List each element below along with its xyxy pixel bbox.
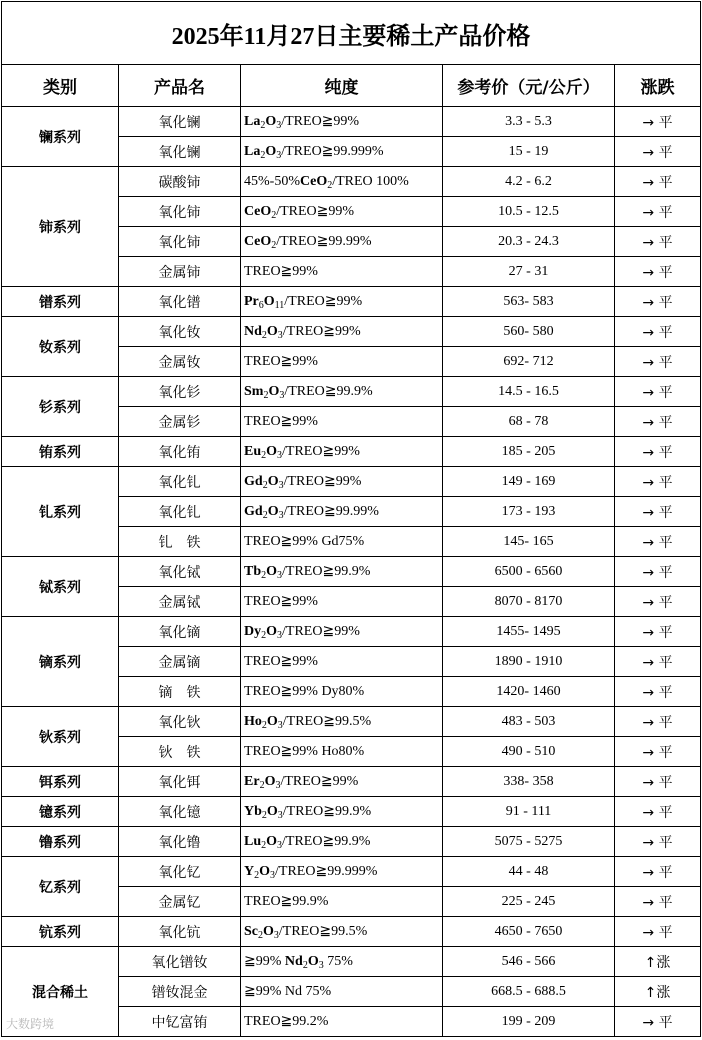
product-name-cell: 氧化铈 [119, 227, 241, 257]
product-name-cell: 氧化镝 [119, 617, 241, 647]
purity-cell [241, 257, 443, 287]
purity-cell [241, 1007, 443, 1037]
purity-text: Y [244, 864, 255, 879]
purity-cell [241, 677, 443, 707]
purity-subscript: 3 [276, 150, 282, 161]
purity-text: O [266, 324, 278, 339]
product-name-cell: 镨钕混金 [119, 977, 241, 1007]
product-name-cell: 氧化钐 [119, 377, 241, 407]
category-cell: 铽系列 [2, 557, 119, 617]
change-cell: → 平 [615, 917, 701, 947]
purity-cell [241, 857, 443, 887]
purity-cell [241, 137, 443, 167]
table-row [2, 467, 701, 497]
price-cell: 338- 358 [443, 767, 615, 797]
purity-text: /TREO≧99% [283, 474, 362, 489]
price-cell: 149 - 169 [443, 467, 615, 497]
category-cell: 铒系列 [2, 767, 119, 797]
purity-text: Yb [244, 804, 262, 819]
category-cell: 镝系列 [2, 617, 119, 707]
change-cell: → 平 [615, 107, 701, 137]
price-cell: 91 - 111 [443, 797, 615, 827]
purity-subscript: 2 [327, 179, 333, 191]
category-cell: 钕系列 [2, 317, 119, 377]
product-name-cell: 镝 铁 [119, 677, 241, 707]
product-name-cell: 氧化钇 [119, 857, 241, 887]
header-reference-price: 参考价（元/公斤） [443, 65, 615, 107]
table-row [2, 377, 701, 407]
purity-text: O [267, 474, 279, 489]
purity-text: O [263, 294, 275, 309]
category-cell: 镨系列 [2, 287, 119, 317]
purity-cell [241, 887, 443, 917]
change-cell: → 平 [615, 587, 701, 617]
purity-text: /TREO≧99.999% [281, 144, 384, 159]
price-cell: 10.5 - 12.5 [443, 197, 615, 227]
price-cell: 3.3 - 5.3 [443, 107, 615, 137]
purity-subscript: 2 [302, 960, 308, 971]
purity-subscript: 3 [277, 810, 283, 821]
price-cell: 27 - 31 [443, 257, 615, 287]
category-cell: 镧系列 [2, 107, 119, 167]
purity-text: /TREO≧99.5% [282, 714, 372, 729]
purity-cell [241, 947, 443, 977]
purity-cell [241, 527, 443, 557]
purity-text: O [265, 114, 277, 129]
purity-text: 45%-50% [244, 173, 300, 189]
purity-text: /TREO≧99.9% [284, 384, 373, 399]
product-name-cell: 氧化铒 [119, 767, 241, 797]
purity-text: CeO [244, 204, 272, 219]
purity-text: O [263, 924, 274, 939]
change-cell: → 平 [615, 227, 701, 257]
purity-subscript: 2 [271, 240, 277, 251]
price-cell: 4650 - 7650 [443, 917, 615, 947]
purity-text: TREO≧99% [244, 264, 318, 279]
change-cell: → 平 [615, 617, 701, 647]
header-product-name: 产品名 [119, 65, 241, 107]
price-cell: 8070 - 8170 [443, 587, 615, 617]
table-row [2, 707, 701, 737]
change-cell: → 平 [615, 287, 701, 317]
purity-cell [241, 917, 443, 947]
change-cell: → 平 [615, 347, 701, 377]
purity-subscript: 2 [261, 570, 267, 581]
purity-cell [241, 437, 443, 467]
purity-subscript: 2 [258, 930, 263, 941]
purity-text: CeO [300, 173, 328, 189]
purity-text: /TREO 100% [332, 173, 409, 189]
price-cell: 15 - 19 [443, 137, 615, 167]
purity-text: /TREO≧99% [281, 114, 360, 129]
purity-text: /TREO≧99% [282, 624, 360, 639]
change-cell: → 平 [615, 167, 701, 197]
purity-text: Pr [244, 294, 259, 309]
purity-text: O [267, 504, 279, 519]
purity-cell [241, 167, 443, 197]
purity-cell [241, 617, 443, 647]
change-cell: ↑涨 [615, 977, 701, 1007]
purity-subscript: 3 [273, 930, 279, 941]
change-cell: → 平 [615, 437, 701, 467]
change-cell: → 平 [615, 827, 701, 857]
purity-cell [241, 797, 443, 827]
product-name-cell: 氧化钆 [119, 467, 241, 497]
purity-subscript: 2 [254, 870, 260, 881]
purity-subscript: 3 [318, 960, 324, 971]
purity-subscript: 11 [274, 300, 285, 311]
purity-subscript: 2 [260, 120, 266, 131]
purity-text: TREO≧99% Dy80% [244, 684, 365, 699]
price-cell: 692- 712 [443, 347, 615, 377]
table-row [2, 857, 701, 887]
purity-text: TREO≧99.9% [244, 894, 329, 909]
price-cell: 1890 - 1910 [443, 647, 615, 677]
product-name-cell: 氧化钕 [119, 317, 241, 347]
category-cell: 混合稀土 [2, 947, 119, 1037]
purity-text: /TREO≧99% [280, 774, 359, 789]
change-cell: → 平 [615, 887, 701, 917]
product-name-cell: 金属镝 [119, 647, 241, 677]
purity-text: O [259, 864, 271, 879]
purity-subscript: 3 [278, 510, 284, 521]
purity-text: /TREO≧99% [276, 204, 355, 219]
purity-text: /TREO≧99% [282, 444, 360, 459]
change-cell: → 平 [615, 857, 701, 887]
change-cell: → 平 [615, 317, 701, 347]
category-cell: 铈系列 [2, 167, 119, 287]
purity-subscript: 3 [277, 630, 283, 641]
watermark-logo: 大数跨境 [6, 1017, 55, 1031]
purity-subscript: 2 [261, 810, 267, 821]
purity-text: O [268, 384, 280, 399]
purity-text: Dy [244, 624, 262, 639]
purity-text: Gd [244, 504, 263, 519]
purity-cell [241, 467, 443, 497]
purity-text: O [266, 834, 278, 849]
price-cell: 483 - 503 [443, 707, 615, 737]
purity-subscript: 2 [261, 720, 267, 731]
price-cell: 20.3 - 24.3 [443, 227, 615, 257]
table-row [2, 827, 701, 857]
purity-subscript: 6 [258, 300, 264, 311]
purity-subscript: 2 [262, 510, 268, 521]
product-name-cell: 氧化镧 [119, 137, 241, 167]
product-name-cell: 氧化镨 [119, 287, 241, 317]
purity-text: CeO [244, 234, 272, 249]
purity-text: O [266, 804, 278, 819]
price-cell: 668.5 - 688.5 [443, 977, 615, 1007]
purity-subscript: 3 [277, 840, 283, 851]
purity-text: Sm [244, 384, 264, 399]
purity-text: O [307, 954, 319, 969]
product-name-cell: 金属钕 [119, 347, 241, 377]
purity-cell [241, 827, 443, 857]
purity-cell [241, 407, 443, 437]
change-cell: → 平 [615, 137, 701, 167]
change-cell: → 平 [615, 257, 701, 287]
table-row [2, 917, 701, 947]
price-cell: 68 - 78 [443, 407, 615, 437]
purity-text: /TREO≧99.999% [275, 864, 378, 879]
purity-text: /TREO≧99% [284, 294, 363, 309]
change-cell: → 平 [615, 677, 701, 707]
price-cell: 185 - 205 [443, 437, 615, 467]
purity-text: TREO≧99% [244, 414, 318, 429]
purity-text: O [266, 624, 278, 639]
purity-cell [241, 557, 443, 587]
change-cell: → 平 [615, 497, 701, 527]
purity-text: Er [244, 774, 260, 789]
change-cell: → 平 [615, 377, 701, 407]
change-cell: → 平 [615, 1007, 701, 1037]
purity-subscript: 3 [275, 780, 281, 791]
purity-text: /TREO≧99.5% [278, 924, 368, 939]
purity-text: La [244, 114, 261, 129]
purity-text: Gd [244, 474, 263, 489]
purity-text: Lu [244, 834, 262, 849]
page-title: 2025年11月27日主要稀土产品价格 [2, 2, 701, 65]
purity-subscript: 3 [277, 720, 283, 731]
category-cell: 钐系列 [2, 377, 119, 437]
purity-text: O [266, 564, 278, 579]
product-name-cell: 氧化铈 [119, 197, 241, 227]
price-cell: 173 - 193 [443, 497, 615, 527]
header-purity: 纯度 [241, 65, 443, 107]
table-row [2, 797, 701, 827]
table-row [2, 617, 701, 647]
purity-cell [241, 227, 443, 257]
purity-cell [241, 707, 443, 737]
category-cell: 铕系列 [2, 437, 119, 467]
product-name-cell: 金属铽 [119, 587, 241, 617]
purity-text: La [244, 144, 261, 159]
purity-text: O [266, 714, 278, 729]
purity-text: /TREO≧99.99% [276, 234, 372, 249]
purity-text: O [265, 144, 277, 159]
product-name-cell: 中钇富铕 [119, 1007, 241, 1037]
product-name-cell: 钆 铁 [119, 527, 241, 557]
category-cell: 钇系列 [2, 857, 119, 917]
purity-text: /TREO≧99.9% [282, 834, 371, 849]
purity-text: TREO≧99% Gd75% [244, 534, 365, 549]
purity-subscript: 3 [278, 480, 284, 491]
purity-text: Tb [244, 564, 262, 579]
purity-cell [241, 347, 443, 377]
price-cell: 5075 - 5275 [443, 827, 615, 857]
product-name-cell: 氧化铽 [119, 557, 241, 587]
purity-text: O [264, 774, 276, 789]
purity-subscript: 3 [270, 870, 276, 881]
change-cell: ↑涨 [615, 947, 701, 977]
table-row [2, 557, 701, 587]
price-cell: 4.2 - 6.2 [443, 167, 615, 197]
purity-subscript: 2 [261, 330, 267, 341]
change-cell: → 平 [615, 797, 701, 827]
table-row [2, 437, 701, 467]
purity-subscript: 2 [263, 390, 269, 401]
purity-text: TREO≧99% [244, 594, 318, 609]
purity-text: ≧99% Nd 75% [244, 984, 332, 999]
purity-text: /TREO≧99.9% [282, 804, 372, 819]
header-change: 涨跌 [615, 65, 701, 107]
price-cell: 560- 580 [443, 317, 615, 347]
product-name-cell: 钬 铁 [119, 737, 241, 767]
table-row [2, 317, 701, 347]
category-cell: 钪系列 [2, 917, 119, 947]
table-row [2, 107, 701, 137]
product-name-cell: 碳酸铈 [119, 167, 241, 197]
purity-subscript: 3 [279, 390, 285, 401]
table-row [2, 287, 701, 317]
purity-cell [241, 587, 443, 617]
purity-cell [241, 497, 443, 527]
product-name-cell: 金属钇 [119, 887, 241, 917]
header-category: 类别 [2, 65, 119, 107]
purity-text: Eu [244, 444, 262, 459]
price-cell: 6500 - 6560 [443, 557, 615, 587]
purity-text: TREO≧99% Ho80% [244, 744, 365, 759]
purity-cell [241, 377, 443, 407]
category-cell: 钬系列 [2, 707, 119, 767]
product-name-cell: 金属铈 [119, 257, 241, 287]
change-cell: → 平 [615, 647, 701, 677]
purity-subscript: 2 [262, 480, 268, 491]
purity-text: ≧99% [244, 954, 285, 969]
change-cell: → 平 [615, 407, 701, 437]
purity-subscript: 2 [261, 630, 267, 641]
category-cell: 镥系列 [2, 827, 119, 857]
purity-subscript: 3 [277, 570, 283, 581]
change-cell: → 平 [615, 467, 701, 497]
purity-text: Ho [244, 714, 262, 729]
purity-text: /TREO≧99.9% [282, 564, 371, 579]
purity-cell [241, 647, 443, 677]
table-row [2, 767, 701, 797]
change-cell: → 平 [615, 767, 701, 797]
purity-cell [241, 767, 443, 797]
change-cell: → 平 [615, 197, 701, 227]
change-cell: → 平 [615, 527, 701, 557]
product-name-cell: 氧化钬 [119, 707, 241, 737]
product-name-cell: 金属钐 [119, 407, 241, 437]
product-name-cell: 氧化镧 [119, 107, 241, 137]
purity-subscript: 3 [277, 450, 283, 461]
purity-text: Nd [284, 954, 303, 969]
table-row [2, 167, 701, 197]
purity-text: TREO≧99.2% [244, 1014, 329, 1029]
purity-text: Nd [244, 324, 262, 339]
purity-cell [241, 107, 443, 137]
purity-text: /TREO≧99.99% [283, 504, 379, 519]
purity-subscript: 2 [260, 150, 266, 161]
purity-subscript: 2 [259, 780, 265, 791]
product-name-cell: 氧化钪 [119, 917, 241, 947]
purity-subscript: 2 [261, 840, 267, 851]
purity-cell [241, 737, 443, 767]
product-name-cell: 氧化镥 [119, 827, 241, 857]
purity-subscript: 3 [276, 120, 282, 131]
price-cell: 145- 165 [443, 527, 615, 557]
product-name-cell: 氧化钆 [119, 497, 241, 527]
price-cell: 225 - 245 [443, 887, 615, 917]
purity-text: TREO≧99% [244, 654, 318, 669]
header-row [2, 65, 701, 107]
price-cell: 490 - 510 [443, 737, 615, 767]
purity-subscript: 2 [271, 210, 277, 221]
category-cell: 镱系列 [2, 797, 119, 827]
price-cell: 199 - 209 [443, 1007, 615, 1037]
price-cell: 546 - 566 [443, 947, 615, 977]
purity-cell [241, 287, 443, 317]
change-cell: → 平 [615, 737, 701, 767]
product-name-cell: 氧化镨钕 [119, 947, 241, 977]
price-cell: 14.5 - 16.5 [443, 377, 615, 407]
category-cell: 钆系列 [2, 467, 119, 557]
purity-text: /TREO≧99% [282, 324, 361, 339]
purity-text: O [266, 444, 278, 459]
price-sheet [1, 1, 700, 1037]
price-cell: 1455- 1495 [443, 617, 615, 647]
price-cell: 1420- 1460 [443, 677, 615, 707]
product-name-cell: 氧化铕 [119, 437, 241, 467]
purity-text: TREO≧99% [244, 354, 318, 369]
table-row [2, 947, 701, 977]
change-cell: → 平 [615, 557, 701, 587]
purity-cell [241, 317, 443, 347]
price-cell: 563- 583 [443, 287, 615, 317]
price-table [1, 1, 701, 1037]
purity-cell [241, 977, 443, 1007]
purity-cell [241, 197, 443, 227]
change-cell: → 平 [615, 707, 701, 737]
purity-subscript: 3 [277, 330, 283, 341]
purity-text: 75% [323, 954, 353, 969]
price-cell: 44 - 48 [443, 857, 615, 887]
purity-subscript: 2 [261, 450, 267, 461]
purity-text: Sc [244, 924, 258, 939]
product-name-cell: 氧化镱 [119, 797, 241, 827]
